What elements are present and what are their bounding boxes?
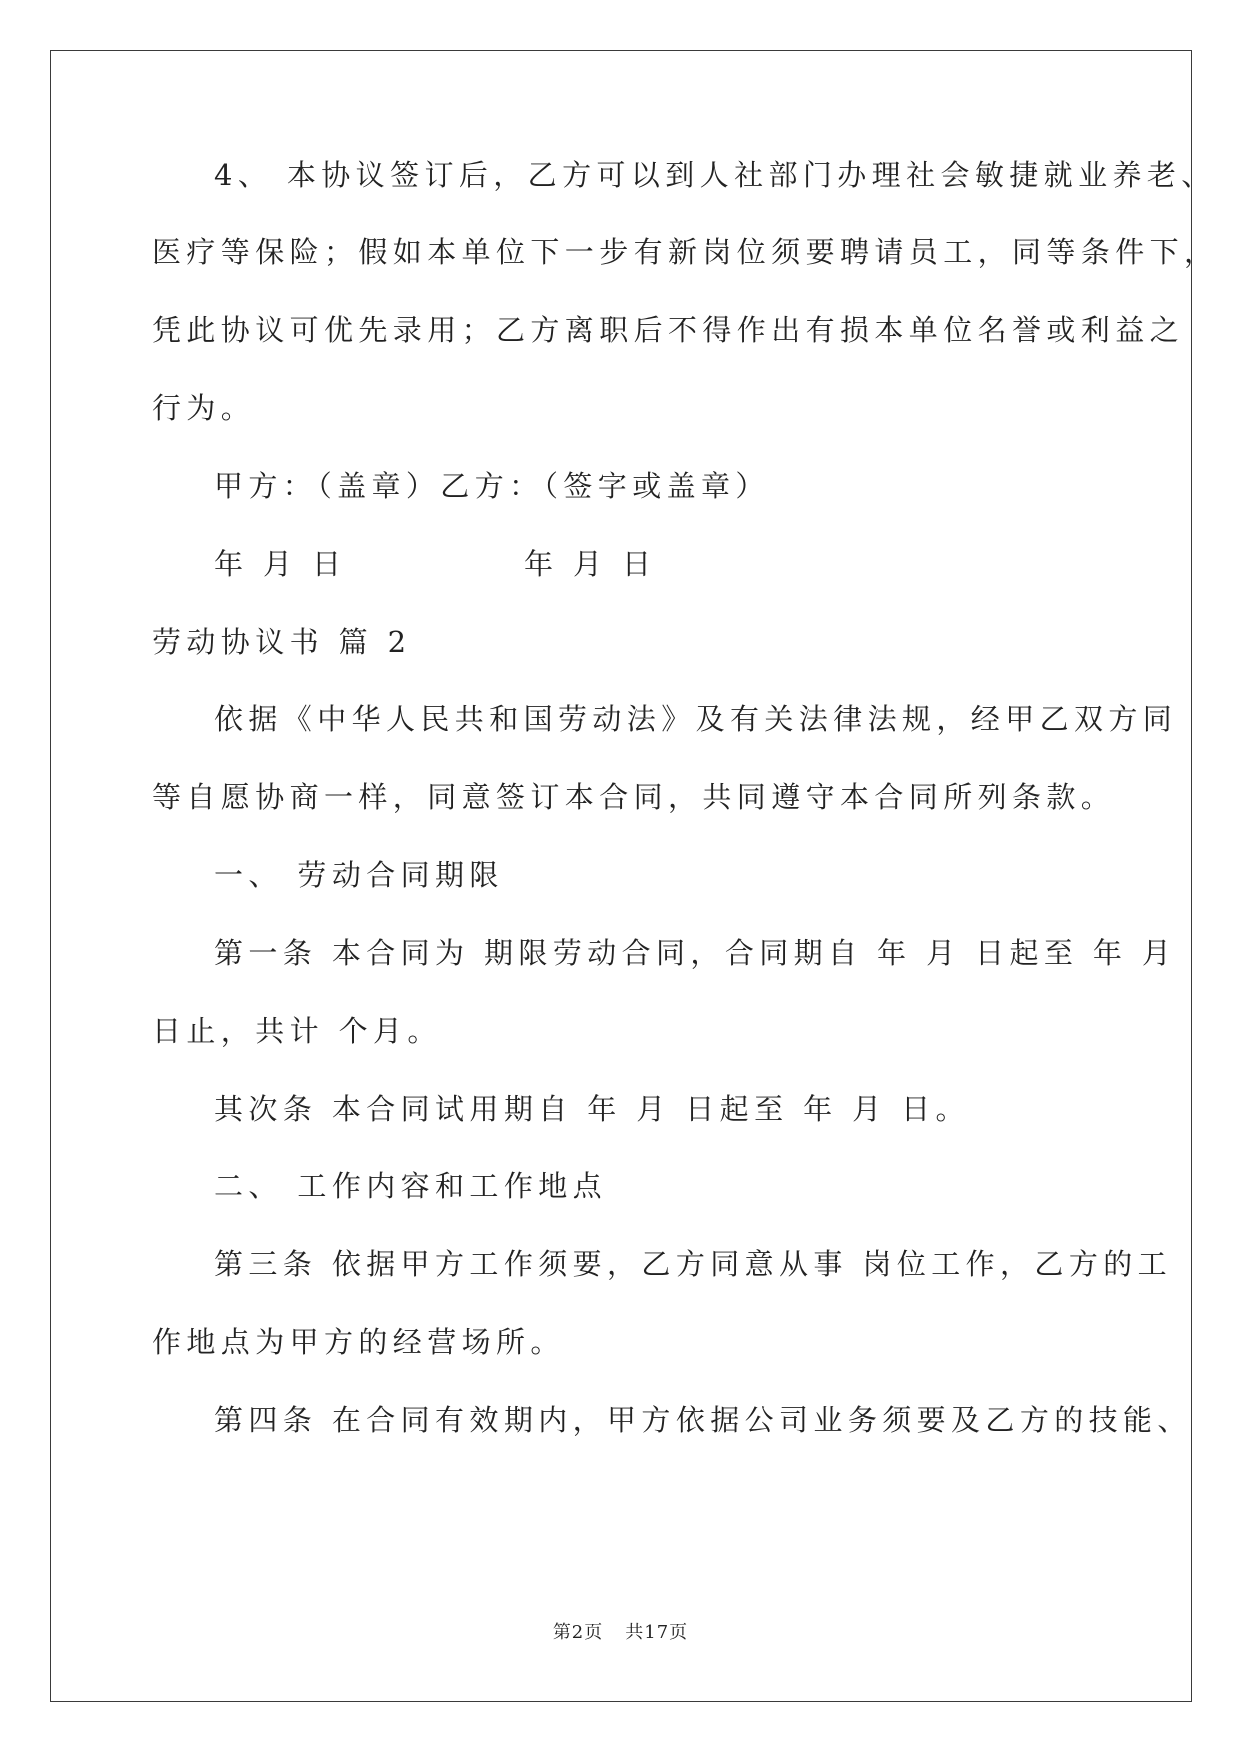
- intro-line-2: 等自愿协商一样，同意签订本合同，共同遵守本合同所列条款。: [152, 780, 1116, 814]
- signature-line: 甲方：（盖章）乙方：（签字或盖章）: [214, 469, 770, 503]
- current-page-label: 第2页: [552, 1622, 604, 1643]
- total-pages-label: 共17页: [625, 1622, 689, 1643]
- paragraph-1-line-1: 4、 本协议签订后，乙方可以到人社部门办理社会敏捷就业养老、: [214, 158, 1216, 192]
- section-title: 劳动协议书 篇 2: [152, 625, 412, 659]
- intro-line-1: 依据《中华人民共和国劳动法》及有关法律法规，经甲乙双方同: [214, 702, 1178, 736]
- article-1-line-1: 第一条 本合同为 期限劳动合同，合同期自 年 月 日起至 年 月: [214, 936, 1177, 970]
- paragraph-1-line-3: 凭此协议可优先录用；乙方离职后不得作出有损本单位名誉或利益之: [152, 313, 1185, 347]
- paragraph-1-line-4: 行为。: [152, 391, 256, 425]
- article-3-line-1: 第三条 依据甲方工作须要，乙方同意从事 岗位工作，乙方的工: [214, 1247, 1173, 1281]
- date-right: 年 月 日: [524, 547, 657, 581]
- paragraph-1-line-2: 医疗等保险；假如本单位下一步有新岗位须要聘请员工，同等条件下，: [152, 235, 1219, 269]
- article-3-line-2: 作地点为甲方的经营场所。: [152, 1325, 565, 1359]
- heading-contract-term: 一、 劳动合同期限: [214, 858, 504, 892]
- article-1-line-2: 日止，共计 个月。: [152, 1014, 442, 1048]
- heading-work-content: 二、 工作内容和工作地点: [214, 1169, 608, 1203]
- date-left: 年 月 日: [214, 547, 347, 581]
- page-footer: [0, 1621, 1241, 1645]
- article-4-line-1: 第四条 在合同有效期内，甲方依据公司业务须要及乙方的技能、: [214, 1403, 1192, 1437]
- article-2: 其次条 本合同试用期自 年 月 日起至 年 月 日。: [214, 1092, 970, 1126]
